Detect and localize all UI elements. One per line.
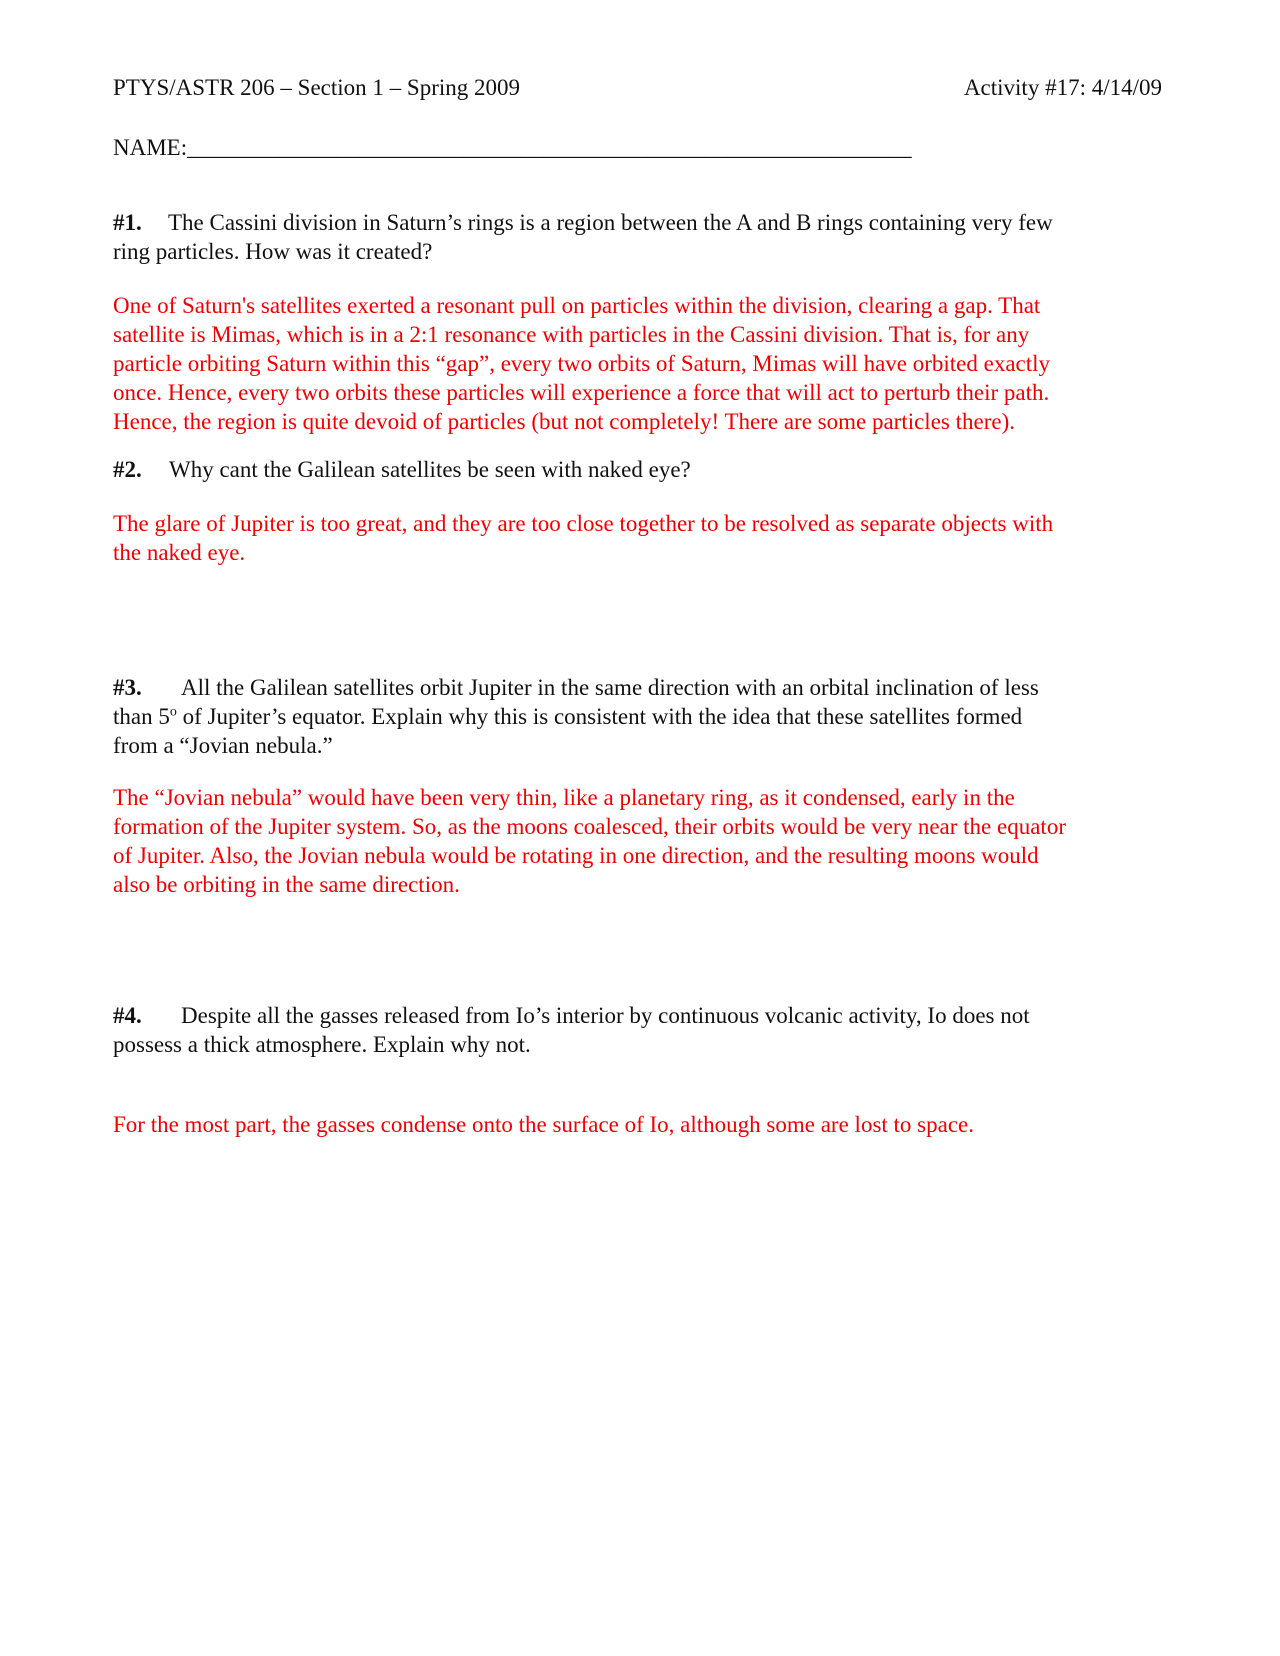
question-4-number: #4. [113,1003,142,1028]
question-1 [113,208,1168,266]
answer-3: The “Jovian nebula” would have been very thin, like a planetary ring, as it condensed, early in the formation of the Jupiter system. So, as the moons coalesced, their orbits would be very near the equator of Jupiter. Also, the Jovian nebula would be rotating in one direction, and the resulting moons would also be orbiting in the same direction. [113,785,1066,897]
name-label: NAME: [113,135,188,160]
name-field[interactable] [113,134,912,162]
question-3-line-3: from a “Jovian nebula.” [113,733,333,758]
activity-label: Activity #17: 4/14/09 [963,75,1162,100]
question-2-number: #2. [113,457,142,482]
question-1-line-2: ring particles. How was it created? [113,239,433,264]
question-2 [113,455,1168,484]
degree-superscript: o [169,704,177,720]
question-4-line-1: #4. Despite all the gasses released from Io’s interior by continuous volcanic activity, Io does not [113,1003,1030,1028]
question-3-line-2: than 5$^o$ of Jupiter’s equator. Explain why this is consistent with the idea that these satellites formed [113,704,1023,729]
answer-4: For the most part, the gasses condense onto the surface of Io, although some are lost to space. [113,1112,974,1137]
course-title: PTYS/ASTR 206 – Section 1 – Spring 2009 [113,75,521,100]
question-1-line-1: #1. The Cassini division in Saturn’s rings is a region between the A and B rings containing very few [113,210,1053,235]
question-1-number: #1. [113,210,142,235]
name-blank: _______________________________________________________________ [187,135,912,160]
question-4 [113,1001,1168,1059]
question-4-line-2: possess a thick atmosphere. Explain why not. [113,1032,531,1057]
question-3-line-1: #3. All the Galilean satellites orbit Jupiter in the same direction with an orbital inclination of less [113,675,1039,700]
answer-2: The glare of Jupiter is too great, and they are too close together to be resolved as separate objects with the naked eye. [113,511,1054,565]
answer-1: One of Saturn's satellites exerted a resonant pull on particles within the division, clearing a gap. That satellite is Mimas, which is in a 2:1 resonance with particles in the Cassini division. That is, for any particle orbiting Saturn within this “gap”, every two orbits of Saturn, Mimas will have orbited exactly once. Hence, every two orbits these particles will experience a force that will act to perturb their path. Hence, the region is quite devoid of particles (but not completely! There are some particles there). [113,293,1051,434]
page-header [113,74,1162,102]
question-3 [113,673,1168,760]
question-3-number: #3. [113,675,142,700]
question-2-line-1: #2. Why cant the Galilean satellites be seen with naked eye? [113,457,691,482]
